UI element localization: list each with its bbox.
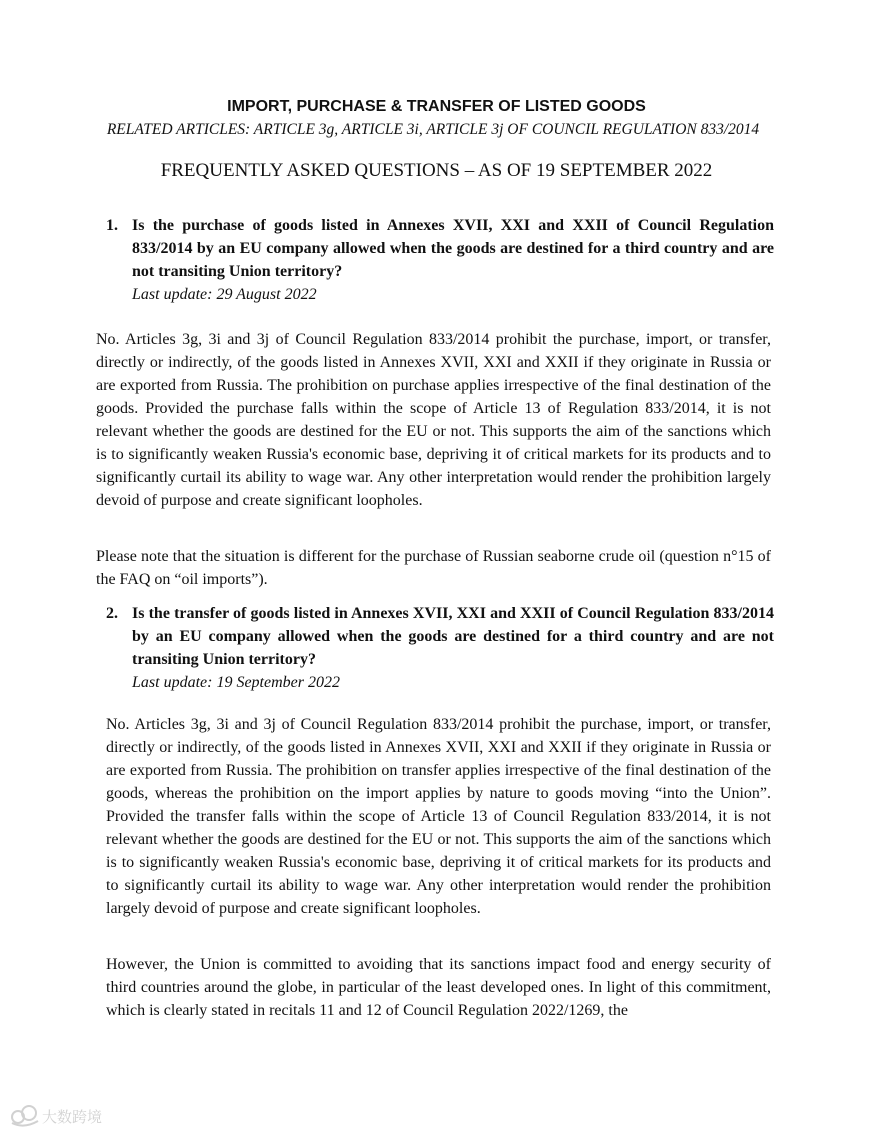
document-title: IMPORT, PURCHASE & TRANSFER OF LISTED GOODS xyxy=(227,98,646,115)
watermark-text: 大数跨境 xyxy=(42,1108,103,1126)
question-text: Is the purchase of goods listed in Annexes XVII, XXI and XXII of Council Regulation 833/2014 by an EU company allowed when the goods are destined for a third country and are not transiting Union territory? xyxy=(132,217,774,280)
last-update: Last update: 29 August 2022 xyxy=(132,286,317,303)
question-2 xyxy=(106,602,774,694)
question-number: 1. xyxy=(106,217,118,234)
faq-heading: FREQUENTLY ASKED QUESTIONS – AS OF 19 SEPTEMBER 2022 xyxy=(160,160,713,181)
answer-paragraph: No. Articles 3g, 3i and 3j of Council Regulation 833/2014 prohibit the purchase, import, or transfer, directly or indirectly, of the goods listed in Annexes XVII, XXI and XXII if they originate in Russia or are exported from Russia. The prohibition on transfer applies irrespective of the final destination of the goods, whereas the prohibition on the import applies by nature to goods moving “into the Union”. Provided the transfer falls within the scope of Article 13 of Council Regulation 833/2014, it is not relevant whether the goods are destined for the EU or not. This supports the aim of the sanctions which is to significantly weaken Russia's economic base, depriving it of critical markets for its products and to significantly curtail its ability to wage war. Any other interpretation would render the prohibition largely devoid of purpose and create significant loopholes. xyxy=(106,716,771,917)
watermark-logo xyxy=(8,1102,118,1130)
question-number: 2. xyxy=(106,605,118,622)
last-update: Last update: 19 September 2022 xyxy=(132,674,340,691)
question-text: Is the transfer of goods listed in Annexes XVII, XXI and XXII of Council Regulation 833/2014 by an EU company allowed when the goods are destined for a third country and are not transiting Union territory? xyxy=(132,605,774,668)
document-subtitle: RELATED ARTICLES: ARTICLE 3g, ARTICLE 3i, ARTICLE 3j OF COUNCIL REGULATION 833/2014 xyxy=(106,121,760,138)
answer-paragraph: However, the Union is committed to avoiding that its sanctions impact food and energy security of third countries around the globe, in particular of the least developed ones. In light of this commitment, which is clearly stated in recitals 11 and 12 of Council Regulation 2022/1269, the xyxy=(106,956,771,1019)
question-1 xyxy=(106,214,774,306)
answer-paragraph: No. Articles 3g, 3i and 3j of Council Regulation 833/2014 prohibit the purchase, import, or transfer, directly or indirectly, of the goods listed in Annexes XVII, XXI and XXII if they originate in Russia or are exported from Russia. The prohibition on purchase applies irrespective of the final destination of the goods. Provided the purchase falls within the scope of Article 13 of Regulation 833/2014, it is not relevant whether the goods are destined for the EU or not. This supports the aim of the sanctions which is to significantly weaken Russia's economic base, depriving it of critical markets for its products and to significantly curtail its ability to wage war. Any other interpretation would render the prohibition largely devoid of purpose and create significant loopholes. xyxy=(96,331,771,509)
answer-paragraph: Please note that the situation is different for the purchase of Russian seaborne crude oil (question n°15 of the FAQ on “oil imports”). xyxy=(96,548,771,588)
watermark-icon xyxy=(8,1103,118,1129)
